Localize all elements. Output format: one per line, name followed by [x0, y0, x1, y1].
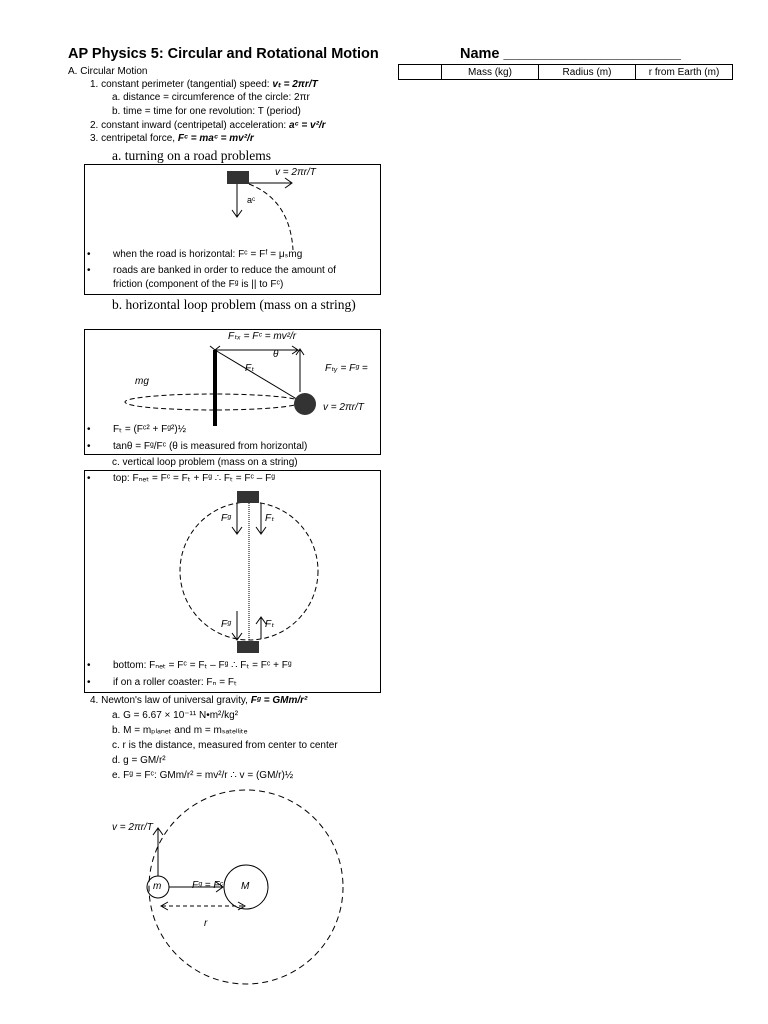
- item-4d: d. g = GM/r²: [112, 755, 166, 766]
- item-1b: b. time = time for one revolution: T (period): [112, 106, 301, 117]
- fty-label: Fₜᵧ = Fᵍ =: [325, 363, 368, 374]
- bullet-text: • tanθ = Fᵍ/Fᶜ (θ is measured from horizontal): [87, 441, 308, 452]
- fg-bottom-label: Fᵍ: [221, 619, 232, 630]
- orbit-velocity-label: v = 2πr/T: [112, 822, 153, 833]
- item-4e: e. Fᵍ = Fᶜ: GMm/r² = mv²/r ∴ v = (GM/r)½: [112, 770, 294, 781]
- bullet-text: • top: Fₙₑₜ = Fᶜ = Fₜ + Fᵍ ∴ Fₜ = Fᶜ – Fᵍ: [87, 473, 276, 484]
- ft-label: Fₜ: [245, 363, 255, 374]
- item-3a: a. turning on a road problems: [112, 148, 271, 163]
- item-3: 3. centripetal force, Fᶜ = maᶜ = mv²/r: [90, 133, 254, 144]
- item-1: 1. constant perimeter (tangential) speed: vₜ = 2πr/T: [90, 79, 318, 90]
- bullet-text: friction (component of the Fᵍ is || to Fᶜ): [113, 279, 284, 290]
- table-header: Radius (m): [539, 65, 636, 80]
- item-1a: a. distance = circumference of the circle: 2πr: [112, 92, 310, 103]
- item-4b: b. M = mₚₗₐₙₑₜ and m = mₛₐₜₑₗₗᵢₜₑ: [112, 725, 248, 736]
- ftx-label: Fₜₓ = Fᶜ = mv²/r: [228, 331, 297, 342]
- name-field[interactable]: Name ______________________: [460, 46, 681, 62]
- gravity-force-label: Fᵍ = Fᶜ: [192, 880, 224, 891]
- table-header: r from Earth (m): [636, 65, 733, 80]
- bullet-text: • Fₜ = (Fᶜ² + Fᵍ²)½: [87, 424, 187, 435]
- table-header: Mass (kg): [442, 65, 539, 80]
- mg-label: mg: [135, 376, 149, 387]
- item-3c: c. vertical loop problem (mass on a string): [112, 457, 298, 468]
- ft-bottom-label: Fₜ: [265, 619, 275, 630]
- item-4c: c. r is the distance, measured from center to center: [112, 740, 338, 751]
- bullet-text: • roads are banked in order to reduce the amount of: [87, 265, 336, 276]
- item-2: 2. constant inward (centripetal) acceleration: aᶜ = v²/r: [90, 120, 326, 131]
- ft-top-label: Fₜ: [265, 513, 275, 524]
- theta-label: θ: [273, 349, 279, 360]
- bullet-text: • if on a roller coaster: Fₙ = Fₜ: [87, 677, 237, 688]
- bullet-text: • when the road is horizontal: Fᶜ = Fᶠ = μₛmg: [87, 249, 303, 260]
- item-4: 4. Newton's law of universal gravity, Fᵍ = GMm/r²: [90, 695, 308, 706]
- satellite-mass-label: m: [153, 881, 162, 892]
- fg-top-label: Fᵍ: [221, 513, 232, 524]
- section-a: A. Circular Motion: [68, 66, 148, 77]
- acceleration-label: aᶜ: [247, 195, 256, 205]
- item-3b: b. horizontal loop problem (mass on a string): [112, 297, 356, 312]
- bullet-text: • bottom: Fₙₑₜ = Fᶜ = Fₜ – Fᵍ ∴ Fₜ = Fᶜ + Fᵍ: [87, 660, 292, 671]
- radius-label: r: [204, 918, 208, 929]
- item-4a: a. G = 6.67 × 10⁻¹¹ N•m²/kg²: [112, 710, 239, 721]
- velocity-label: v = 2πr/T: [323, 402, 364, 413]
- page-title: AP Physics 5: Circular and Rotational Motion: [68, 46, 379, 62]
- planet-mass-label: M: [241, 881, 250, 892]
- velocity-label: v = 2πr/T: [275, 167, 316, 178]
